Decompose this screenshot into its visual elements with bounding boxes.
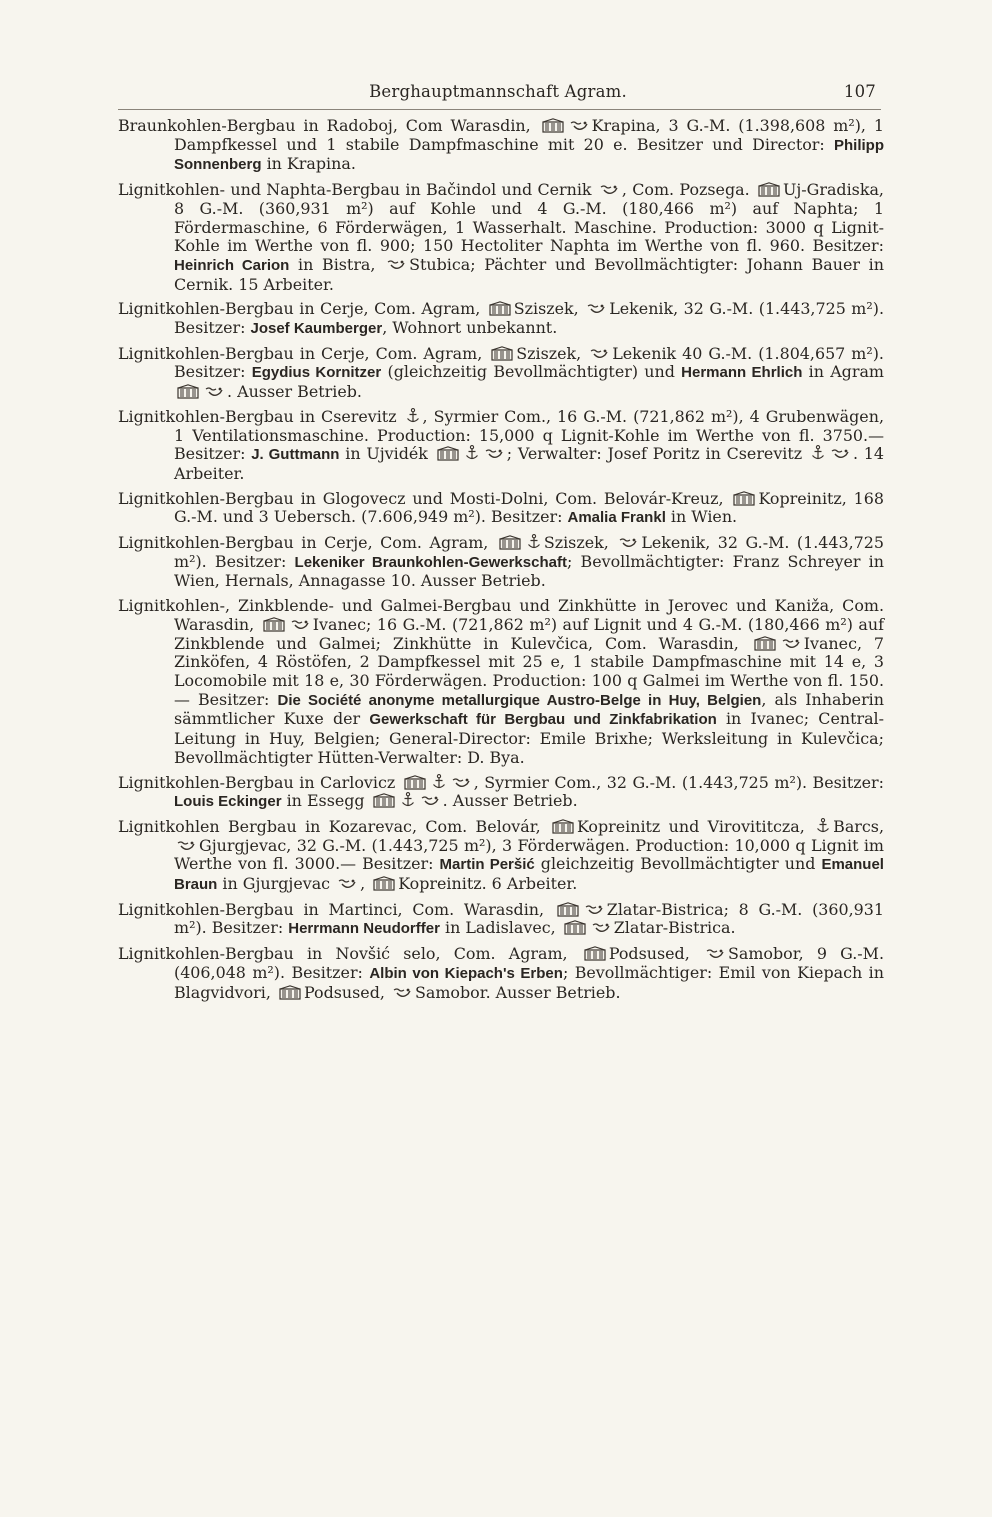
- entry-text: Lignitkohlen-, Zinkblende- und Galmei-Bergbau und Zinkhütte in Jerovec und Kaniža, Com. Warasdin,: [118, 596, 884, 634]
- post-office-icon: [570, 120, 589, 133]
- post-office-icon: [291, 619, 310, 632]
- owner-name: Philipp Sonnenberg: [174, 136, 884, 174]
- mine-office-icon: [564, 920, 586, 935]
- owner-name: Die Société anonyme metallurgique Austro-Belge in Huy, Belgien: [277, 691, 762, 709]
- entry-text: Braunkohlen-Bergbau in Radoboj, Com Warasdin,: [118, 116, 539, 135]
- entry-list: [118, 117, 884, 1008]
- entry-text: Gjurgjevac, 32 G.-M. (1.443,725 m²), 3 Förderwägen. Production: 10,000 q Lignit im Werthe von fl. 3000.— Besitzer:: [174, 835, 884, 874]
- mine-entry: [118, 901, 884, 939]
- mine-office-icon: [584, 946, 606, 961]
- post-office-icon: [600, 184, 619, 197]
- mine-office-icon: [733, 491, 755, 506]
- entry-text: Lignitkohlen-Bergbau in Cserevitz: [118, 406, 403, 426]
- anchor-icon: [401, 792, 415, 808]
- entry-text: Samobor. Ausser Betrieb.: [414, 982, 621, 1002]
- owner-name: Hermann Ehrlich: [681, 364, 803, 382]
- anchor-icon: [406, 408, 420, 424]
- entry-text: in Essegg: [281, 791, 370, 811]
- mine-office-icon: [263, 617, 285, 632]
- entry-text: Lekenik, 32 G.-M. (1.443,725 m²). Besitzer:: [174, 299, 884, 338]
- anchor-icon: [527, 534, 541, 550]
- owner-name: Martin Peršić: [439, 856, 535, 874]
- entry-text: Ivanec; 16 G.-M. (721,862 m²) auf Lignit und 4 G.-M. (180,466 m²) auf Zinkblende und Galmei; Zinkhütte in Kulevčica, Com. Warasdin,: [174, 614, 885, 653]
- post-office-icon: [393, 987, 412, 1000]
- post-office-icon: [585, 904, 604, 917]
- mine-entry: [118, 490, 884, 528]
- owner-name: Amalia Frankl: [567, 509, 666, 527]
- entry-text: Sziszek,: [513, 299, 585, 319]
- entry-text: Lignitkohlen-Bergbau in Cerje, Com. Agram,: [118, 343, 489, 363]
- mine-office-icon: [404, 775, 426, 790]
- entry-text: Lignitkohlen-Bergbau in Novšić selo, Com. Agram,: [118, 944, 581, 964]
- entry-text: in Bistra,: [289, 254, 385, 274]
- entry-text: Podsused,: [608, 944, 703, 964]
- mine-office-icon: [499, 535, 521, 550]
- post-office-icon: [485, 448, 504, 461]
- entry-text: Krapina, 3 G.-M. (1.398,608 m²), 1 Dampfkessel und 1 stabile Dampfmaschine mit 20 e. Besitzer und Director:: [174, 116, 884, 154]
- mine-office-icon: [754, 636, 776, 651]
- owner-name: Josef Kaumberger: [250, 320, 383, 338]
- anchor-icon: [811, 445, 825, 461]
- post-office-icon: [177, 840, 196, 853]
- entry-text: Zlatar-Bistrica; 8 G.-M. (360,931 m²). Besitzer:: [174, 899, 884, 938]
- mine-office-icon: [542, 118, 564, 133]
- entry-text: Sziszek,: [516, 343, 588, 363]
- entry-text: Lignitkohlen-Bergbau in Cerje, Com. Agram,: [118, 533, 496, 553]
- entry-text: . Ausser Betrieb.: [227, 382, 362, 402]
- mine-office-icon: [557, 902, 579, 917]
- entry-text: Sziszek,: [543, 533, 617, 553]
- owner-name: Albin von Kiepach's Erben: [369, 964, 563, 982]
- owner-name: Egydius Kornitzer: [251, 364, 382, 382]
- entry-text: . Ausser Betrieb.: [442, 791, 578, 811]
- anchor-icon: [432, 774, 446, 790]
- mine-office-icon: [373, 793, 395, 808]
- entry-text: Podsused,: [303, 982, 390, 1002]
- mine-office-icon: [489, 301, 511, 316]
- running-title: Berghauptmannschaft Agram.: [369, 82, 627, 101]
- entry-text: ,: [360, 874, 371, 894]
- mine-entry: [118, 117, 884, 175]
- entry-text: Lignitkohlen-Bergbau in Carlovicz: [118, 772, 401, 792]
- entry-text: , Syrmier Com., 16 G.-M. (721,862 m²), 4 Grubenwägen, 1 Ventilationsmaschine. Production: 15,000 q Lignit-Kohle im Werthe von fl. 3750.— Besitzer:: [174, 406, 884, 464]
- mine-office-icon: [758, 182, 780, 197]
- mine-office-icon: [373, 876, 395, 891]
- entry-text: ; Verwalter: Josef Poritz in Cserevitz: [506, 444, 808, 464]
- mine-office-icon: [552, 819, 574, 834]
- owner-name: Lekeniker Braunkohlen-Gewerkschaft: [294, 553, 567, 571]
- header-rule: [118, 109, 881, 110]
- mine-office-icon: [437, 446, 459, 461]
- anchor-icon: [816, 818, 830, 834]
- entry-text: Ivanec, 7 Zinköfen, 4 Röstöfen, 2 Dampfkessel mit 25 e, 1 stabile Dampfmaschine mit 14 e, 3 Locomobile mit 18 e, 30 Förderwägen. Production: 100 q Galmei im Werthe von fl. 150.— Besitzer:: [174, 633, 884, 709]
- entry-text: Kopreinitz. 6 Arbeiter.: [398, 874, 578, 894]
- entry-text: Lignitkohlen-Bergbau in Cerje, Com. Agram,: [118, 299, 486, 319]
- entry-text: ; Bevollmächtigter: Franz Schreyer in Wien, Hernals, Annagasse 10. Ausser Betrieb.: [174, 551, 884, 591]
- entry-text: . 14 Arbeiter.: [174, 444, 884, 483]
- post-office-icon: [421, 795, 440, 808]
- entry-text: in Ladislavec,: [439, 918, 561, 938]
- mine-entry: [118, 345, 884, 402]
- mine-entry: [118, 300, 884, 338]
- entry-text: , Syrmier Com., 32 G.-M. (1.443,725 m²). Besitzer:: [473, 772, 884, 792]
- mine-entry: [118, 774, 884, 812]
- entry-text: , als Inhaberin sämmtlicher Kuxe der: [174, 689, 884, 729]
- post-office-icon: [338, 878, 357, 891]
- entry-text: ; Bevollmächtiger: Emil von Kiepach in Blagvidvori,: [174, 962, 884, 1002]
- post-office-icon: [590, 348, 609, 361]
- entry-text: Lignitkohlen-Bergbau in Martinci, Com. Warasdin,: [118, 899, 554, 919]
- owner-name: Louis Eckinger: [174, 793, 282, 811]
- post-office-icon: [782, 638, 801, 651]
- post-office-icon: [387, 259, 406, 272]
- entry-text: gleichzeitig Bevollmächtigter und: [534, 854, 822, 874]
- post-office-icon: [831, 448, 850, 461]
- entry-text: in Ivanec; Central-Leitung in Huy, Belgien; General-Director: Emile Brixhe; Werksleitung in Kulevčica; Bevollmächtigter Hütten-Verwalter: D. Bya.: [174, 709, 884, 767]
- mine-office-icon: [177, 384, 199, 399]
- owner-name: Emanuel Braun: [174, 856, 884, 894]
- owner-name: Heinrich Carion: [174, 256, 290, 274]
- post-office-icon: [619, 537, 638, 550]
- mine-office-icon: [491, 346, 513, 361]
- post-office-icon: [452, 777, 471, 790]
- entry-text: Barcs,: [833, 816, 884, 836]
- anchor-icon: [465, 445, 479, 461]
- post-office-icon: [706, 948, 725, 961]
- entry-text: Zlatar-Bistrica.: [613, 918, 736, 938]
- entry-text: , Wohnort unbekannt.: [382, 318, 558, 338]
- entry-text: in Wien.: [665, 507, 738, 527]
- post-office-icon: [592, 922, 611, 935]
- entry-text: Samobor, 9 G.-M. (406,048 m²). Besitzer:: [174, 944, 884, 982]
- mine-entry: [118, 597, 884, 767]
- mine-office-icon: [279, 985, 301, 1000]
- entry-text: Lignitkohlen-Bergbau in Glogovecz und Mosti-Dolni, Com. Belovár-Kreuz,: [118, 488, 731, 508]
- entry-text: Kopreinitz, 168 G.-M. und 3 Uebersch. (7.606,949 m²). Besitzer:: [174, 488, 884, 527]
- mine-entry: [118, 534, 884, 591]
- entry-text: Lignitkohlen Bergbau in Kozarevac, Com. Belovár,: [118, 816, 549, 836]
- page-number: 107: [843, 82, 876, 101]
- entry-text: , Com. Pozsega.: [621, 180, 755, 200]
- owner-name: Gewerkschaft für Bergbau und Zinkfabrikation: [369, 711, 717, 729]
- post-office-icon: [205, 386, 224, 399]
- entry-text: Lekenik, 32 G.-M. (1.443,725 m²). Besitzer:: [174, 533, 884, 571]
- entry-text: Lekenik 40 G.-M. (1.804,657 m²). Besitzer:: [174, 343, 884, 382]
- entry-text: in Krapina.: [261, 154, 356, 174]
- page-header: [118, 82, 878, 106]
- entry-text: in Gjurgjevac: [217, 874, 336, 894]
- entry-text: Uj-Gradiska, 8 G.-M. (360,931 m²) auf Kohle und 4 G.-M. (180,466 m²) auf Naphta; 1 Fördermaschine, 6 Förderwägen, 1 Wasserhalt. Maschine. Production: 3000 q Lignit-Kohle im Werthe von fl. 900; 150 Hectoliter Naphta im Werthe von fl. 960. Besitzer:: [174, 180, 884, 256]
- entry-text: in Ujvidék: [339, 444, 434, 464]
- mine-entry: [118, 818, 884, 895]
- owner-name: Herrmann Neudorffer: [288, 920, 440, 938]
- mine-entry: [118, 945, 884, 1002]
- entry-text: Stubica; Pächter und Bevollmächtigter: Johann Bauer in Cernik. 15 Arbeiter.: [174, 254, 884, 294]
- mine-entry: [118, 181, 884, 294]
- owner-name: J. Guttmann: [251, 446, 340, 464]
- entry-text: Lignitkohlen- und Naphta-Bergbau in Bačindol und Cernik: [118, 180, 597, 200]
- mine-entry: [118, 408, 884, 484]
- entry-text: in Agram: [802, 362, 884, 382]
- entry-text: (gleichzeitig Bevollmächtigter) und: [381, 362, 682, 382]
- entry-text: Kopreinitz und Virovititcza,: [576, 816, 814, 836]
- post-office-icon: [587, 303, 606, 316]
